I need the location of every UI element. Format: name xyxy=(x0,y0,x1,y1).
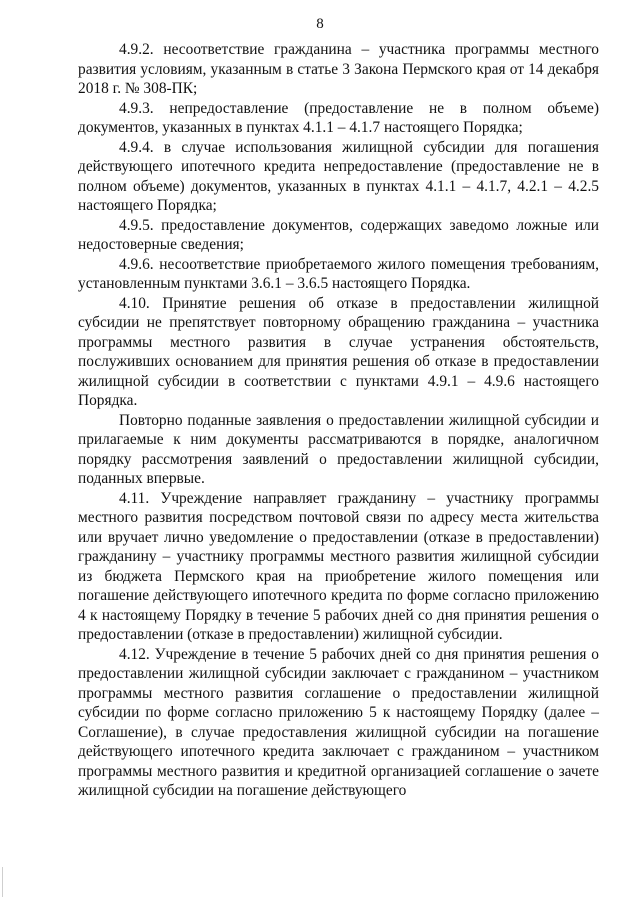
scan-edge-mark xyxy=(2,867,3,897)
paragraph-4-9-5: 4.9.5. предоставление документов, содержащих заведомо ложные или недостоверные сведения; xyxy=(78,216,599,253)
paragraph-4-9-4: 4.9.4. в случае использования жилищной субсидии для погашения действующего ипотечного кредита непредоставление (предоставление не в полном объеме) документов, указанных в пунктах 4.1.1 – 4.1.7, 4.2.1 – 4.2.5 настоящего Порядка; xyxy=(78,138,599,214)
paragraph-4-9-3: 4.9.3. непредоставление (предоставление не в полном объеме) документов, указанных в пунктах 4.1.1 – 4.1.7 настоящего Порядка; xyxy=(78,99,599,136)
paragraph-4-12: 4.12. Учреждение в течение 5 рабочих дней со дня принятия решения о предоставлении жилищной субсидии заключает с гражданином – участником программы местного развития соглашение о предоставлении жилищной субсидии по форме согласно приложению 5 к настоящему Порядку (далее – Соглашение), в случае предоставления жилищной субсидии на погашение действующего ипотечного кредита заключает с гражданином – участником программы местного развития и кредитной организацией соглашение о зачете жилищной субсидии на погашение действующего xyxy=(78,645,599,799)
document-body xyxy=(78,40,599,801)
paragraph-4-9-2: 4.9.2. несоответствие гражданина – участника программы местного развития условиям, указанным в статье 3 Закона Пермского края от 14 декабря 2018 г. № 308-ПК; xyxy=(78,41,599,97)
page-number: 8 xyxy=(316,16,324,32)
paragraph-resubmission: Повторно поданные заявления о предоставлении жилищной субсидии и прилагаемые к ним документы рассматриваются в порядке, аналогичном порядку рассмотрения заявлений о предоставлении жилищной субсидии, поданных впервые. xyxy=(78,411,599,487)
paragraph-4-9-6: 4.9.6. несоответствие приобретаемого жилого помещения требованиям, установленным пунктами 3.6.1 – 3.6.5 настоящего Порядка. xyxy=(78,255,599,292)
paragraph-4-11: 4.11. Учреждение направляет гражданину – участнику программы местного развития посредством почтовой связи по адресу места жительства или вручает лично уведомление о предоставлении (отказе в предоставлении) гражданину – участнику программы местного развития жилищной субсидии из бюджета Пермского края на приобретение жилого помещения или погашение действующего ипотечного кредита по форме согласно приложению 4 к настоящему Порядку в течение 5 рабочих дней со дня принятия решения о предоставлении (отказе в предоставлении) жилищной субсидии. xyxy=(78,489,599,643)
paragraph-4-10: 4.10. Принятие решения об отказе в предоставлении жилищной субсидии не препятствует повторному обращению гражданина – участника программы местного развития в случае устранения обстоятельств, послуживших основанием для принятия решения об отказе в предоставлении жилищной субсидии в соответствии с пунктами 4.9.1 – 4.9.6 настоящего Порядка. xyxy=(78,294,599,409)
